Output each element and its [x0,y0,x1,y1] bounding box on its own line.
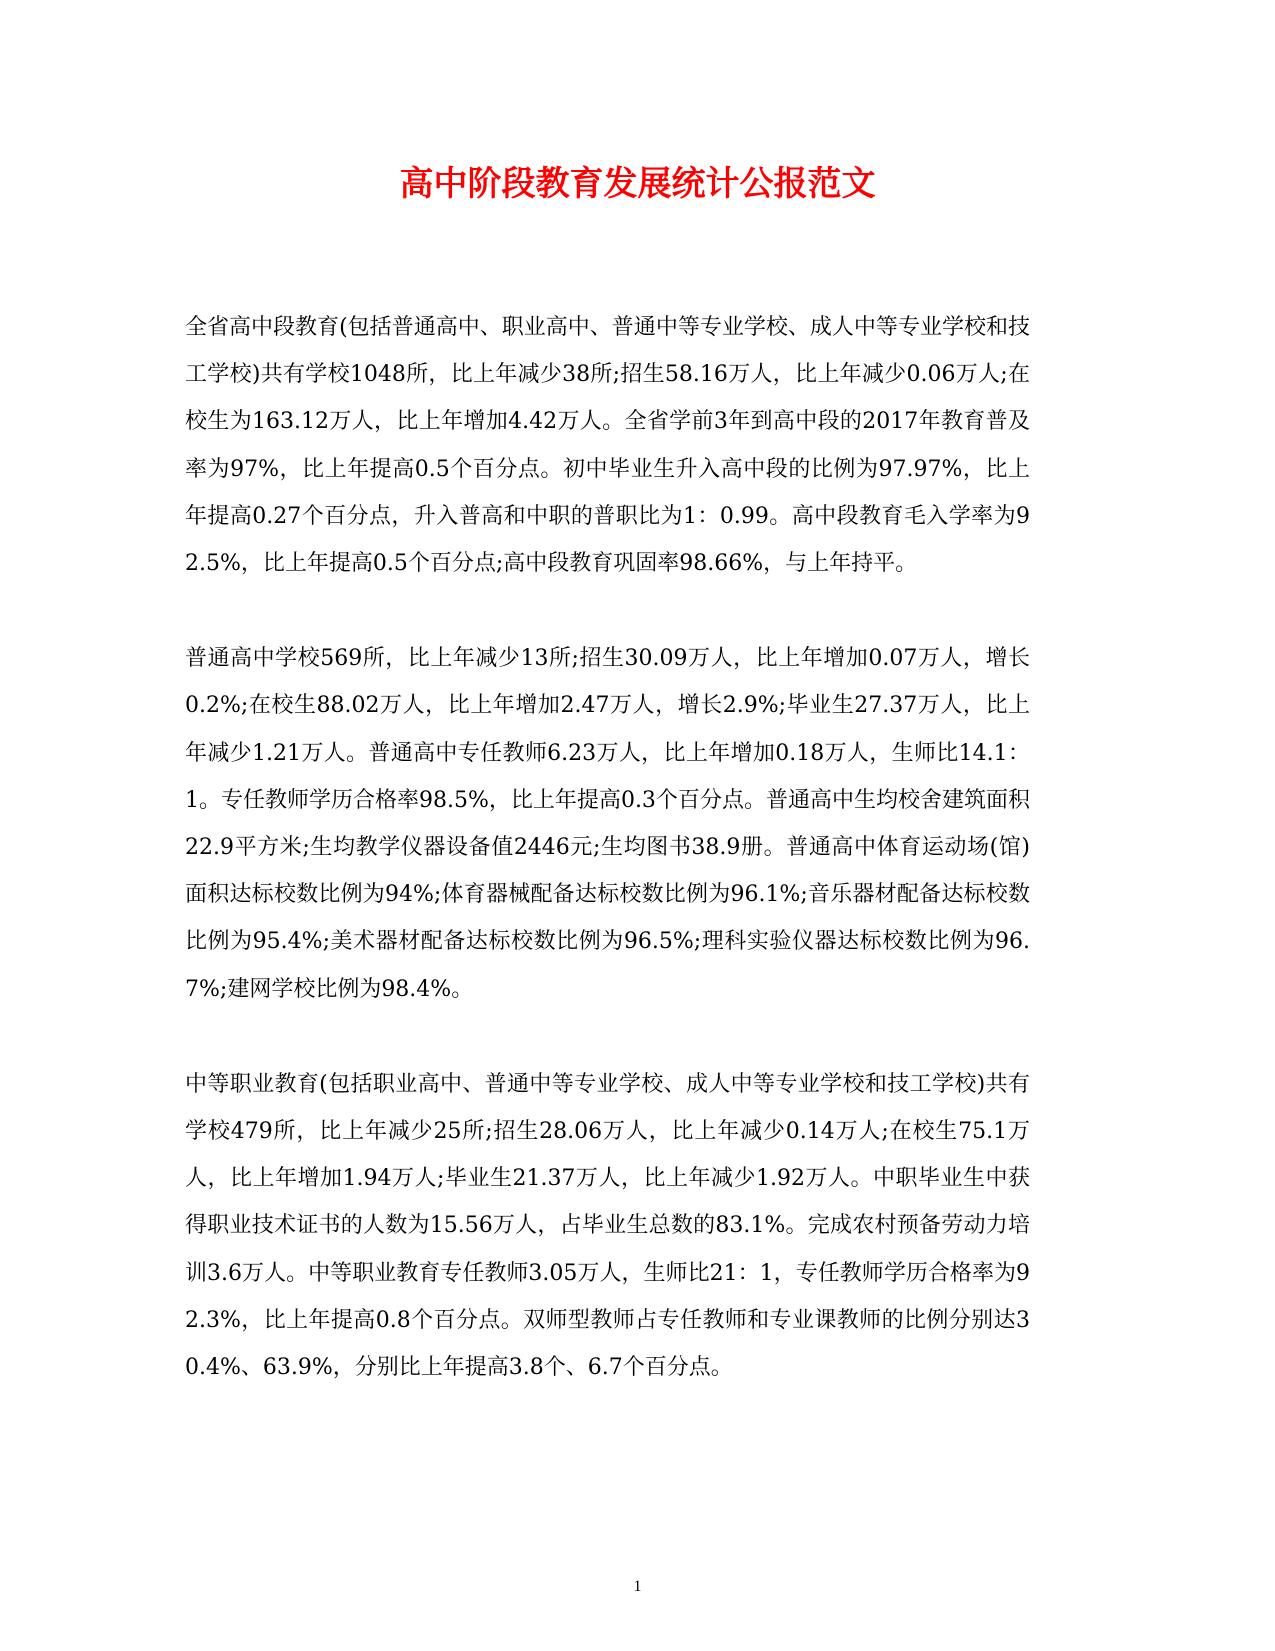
paragraph-general-high-school: 普通高中学校569所，比上年减少13所;招生30.09万人，比上年增加0.07万人，增长0.2%;在校生88.02万人，比上年增加2.47万人，增长2.9%;毕业生27.37万人，比上年减少1.21万人。普通高中专任教师6.23万人，比上年增加0.18万人，生师比14.1：1。专任教师学历合格率98.5%，比上年提高0.3个百分点。普通高中生均校舍建筑面积22.9平方米;生均教学仪器设备值2446元;生均图书38.9册。普通高中体育运动场(馆)面积达标校数比例为94%;体育器械配备达标校数比例为96.1%;音乐器材配备达标校数比例为95.4%;美术器材配备达标校数比例为96.5%;理科实验仪器达标校数比例为96.7%;建网学校比例为98.4%。 [185,646,1030,1002]
paragraph-high-school-overview: 全省高中段教育(包括普通高中、职业高中、普通中等专业学校、成人中等专业学校和技工学校)共有学校1048所，比上年减少38所;招生58.16万人，比上年减少0.06万人;在校生为163.12万人，比上年增加4.42万人。全省学前3年到高中段的2017年教育普及率为97%，比上年提高0.5个百分点。初中毕业生升入高中段的比例为97.97%，比上年提高0.27个百分点，升入普高和中职的普职比为1：0.99。高中段教育毛入学率为92.5%，比上年提高0.5个百分点;高中段教育巩固率98.66%，与上年持平。 [185,315,1030,577]
document-body [185,304,1030,1439]
page-number: 1 [633,1578,642,1595]
paragraph-vocational-education: 中等职业教育(包括职业高中、普通中等专业学校、成人中等专业学校和技工学校)共有学校479所，比上年减少25所;招生28.06万人，比上年减少0.14万人;在校生75.1万人，比上年增加1.94万人;毕业生21.37万人，比上年减少1.92万人。中职毕业生中获得职业技术证书的人数为15.56万人，占毕业生总数的83.1%。完成农村预备劳动力培训3.6万人。中等职业教育专任教师3.05万人，生师比21：1，专任教师学历合格率为92.3%，比上年提高0.8个百分点。双师型教师占专任教师和专业课教师的比例分别达30.4%、63.9%，分别比上年提高3.8个、6.7个百分点。 [185,1071,1030,1381]
document-title: 高中阶段教育发展统计公报范文 [399,164,876,204]
